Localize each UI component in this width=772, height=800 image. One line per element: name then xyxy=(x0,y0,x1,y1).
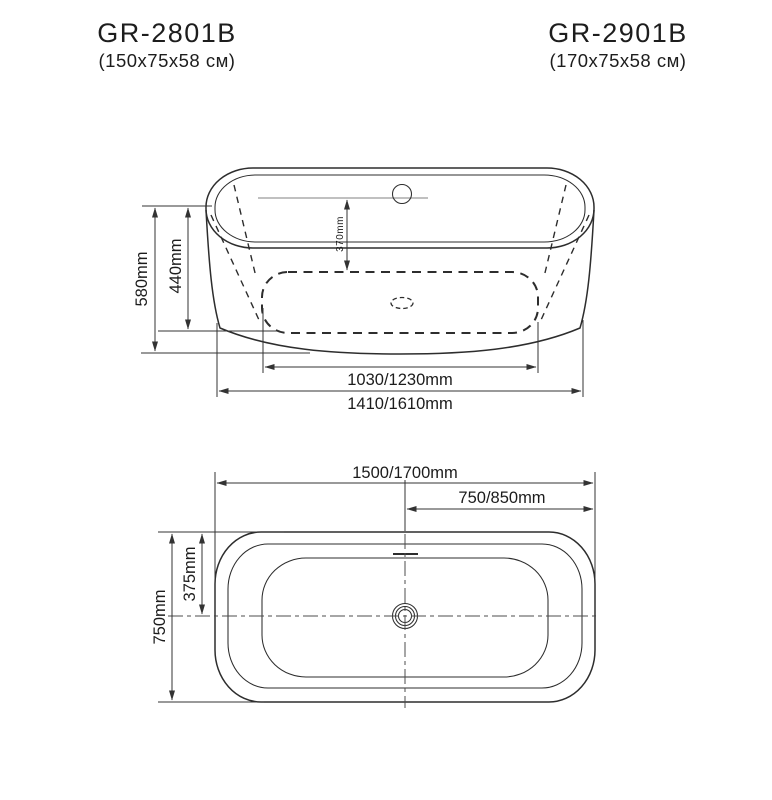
dim-label-overall-length: 1500/1700mm xyxy=(352,464,458,482)
dim-half-width xyxy=(181,534,202,614)
dim-half-length xyxy=(405,480,593,531)
perspective-view xyxy=(133,168,594,413)
drain-hole-hidden xyxy=(391,298,413,309)
dim-label-bottom-outer-length: 1410/1610mm xyxy=(347,395,453,413)
dim-overall-width xyxy=(151,532,284,702)
tub-rim-outer-edge xyxy=(206,168,594,248)
hidden-corner-edge-right-lower xyxy=(541,215,589,320)
dim-label-inner-depth: 440mm xyxy=(167,238,185,294)
hidden-corner-edge-left-upper xyxy=(234,185,256,277)
dim-label-water-depth: 370mm xyxy=(335,216,346,252)
top-view xyxy=(151,464,597,708)
dim-label-half-length: 750/850mm xyxy=(458,489,546,507)
hidden-corner-edge-left-lower xyxy=(211,215,259,320)
dim-water-depth xyxy=(335,200,347,270)
dim-label-overall-height: 580mm xyxy=(133,251,151,307)
dim-label-half-width: 375mm xyxy=(181,546,199,602)
overflow-hole xyxy=(393,185,412,204)
dim-label-overall-width: 750mm xyxy=(151,589,169,645)
model-size-right: (170x75x58 см) xyxy=(549,50,687,72)
model-name-left: GR-2801B xyxy=(97,18,237,48)
hidden-corner-edge-right-upper xyxy=(544,185,566,277)
dim-label-bottom-inner-length: 1030/1230mm xyxy=(347,371,453,389)
model-name-right: GR-2901B xyxy=(548,18,688,48)
model-size-left: (150x75x58 см) xyxy=(98,50,236,72)
tub-inner-bottom-hidden-edge xyxy=(262,272,538,333)
